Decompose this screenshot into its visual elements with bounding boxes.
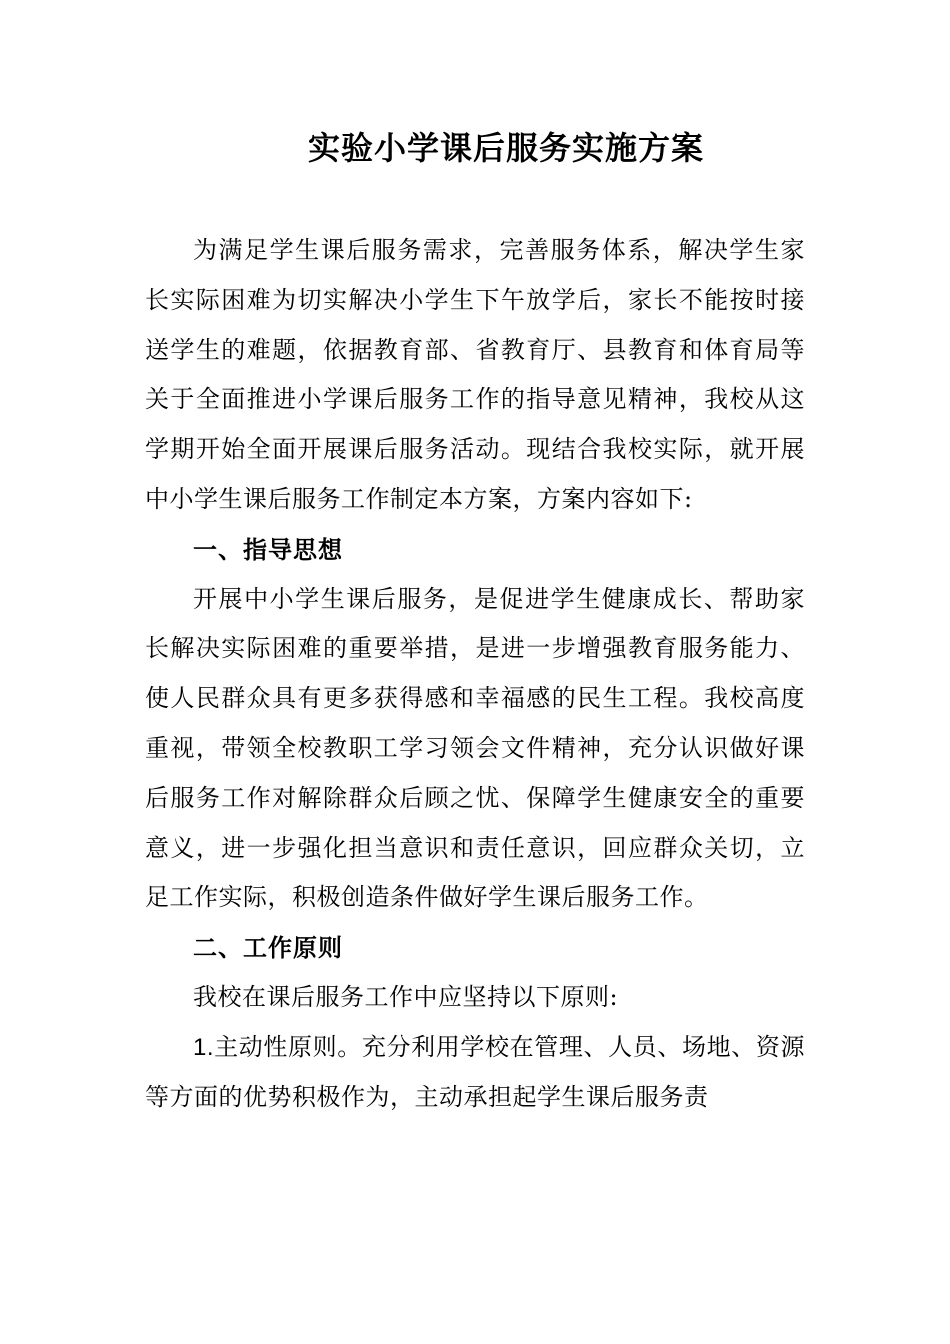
section-paragraph-guiding-ideology: 开展中小学生课后服务，是促进学生健康成长、帮助家长解决实际困难的重要举措，是进一步增强教育服务能力、使人民群众具有更多获得感和幸福感的民生工程。我校高度重视，带领全校教职工学习领会文件精神，充分认识做好课后服务工作对解除群众后顾之忧、保障学生健康安全的重要意义，进一步强化担当意识和责任意识，回应群众关切，立足工作实际，积极创造条件做好学生课后服务工作。 xyxy=(145,584,805,912)
principle-item-1-text: 主动性原则。充分利用学校在管理、人员、场地、资源等方面的优势积极作为，主动承担起学生课后服务责 xyxy=(145,1032,805,1111)
document-title: 实验小学课后服务实施方案 xyxy=(307,129,704,167)
principle-item-1 xyxy=(145,1023,805,1123)
section-heading-work-principles: 二、工作原则 xyxy=(193,933,343,963)
section-heading-guiding-ideology: 一、指导思想 xyxy=(193,534,343,564)
principle-item-1-number: 1. xyxy=(193,1033,215,1061)
section-paragraph-principles-intro: 我校在课后服务工作中应坚持以下原则: xyxy=(193,982,619,1011)
intro-paragraph: 为满足学生课后服务需求，完善服务体系，解决学生家长实际困难为切实解决小学生下午放学后，家长不能按时接送学生的难题，依据教育部、省教育厅、县教育和体育局等关于全面推进小学课后服务工作的指导意见精神，我校从这学期开始全面开展课后服务活动。现结合我校实际，就开展中小学生课后服务工作制定本方案，方案内容如下: xyxy=(145,236,805,513)
document-body xyxy=(145,226,805,1122)
